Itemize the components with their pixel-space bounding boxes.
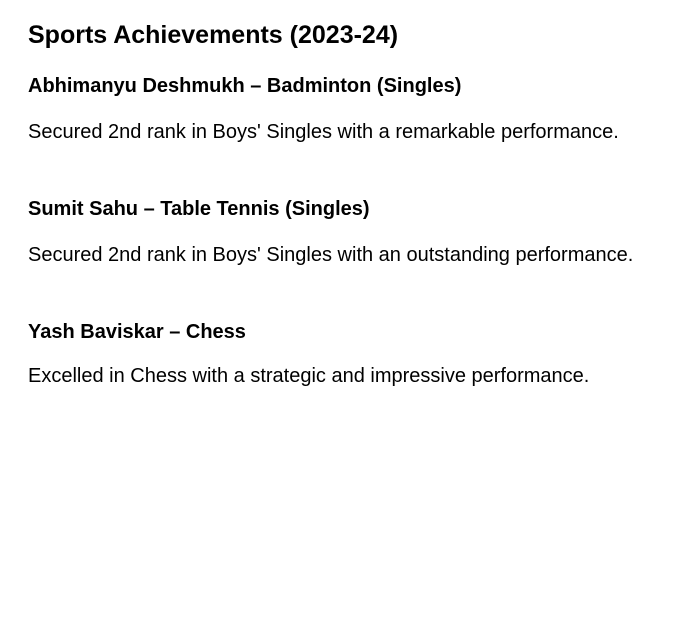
page-title: Sports Achievements (2023-24) — [28, 21, 399, 49]
achievement-entry-badminton — [28, 73, 654, 150]
achievement-entry-chess — [28, 319, 654, 394]
achievement-entry-table-tennis — [28, 196, 654, 273]
achievement-heading: Sumit Sahu – Table Tennis (Singles) — [28, 198, 370, 220]
achievement-description: Secured 2nd rank in Boys' Singles with an outstanding performance. — [28, 244, 634, 266]
achievement-description: Secured 2nd rank in Boys' Singles with a remarkable performance. — [28, 121, 619, 143]
achievement-description: Excelled in Chess with a strategic and impressive performance. — [28, 365, 590, 387]
achievement-heading: Yash Baviskar – Chess — [28, 321, 246, 343]
achievement-heading: Abhimanyu Deshmukh – Badminton (Singles) — [28, 75, 462, 97]
